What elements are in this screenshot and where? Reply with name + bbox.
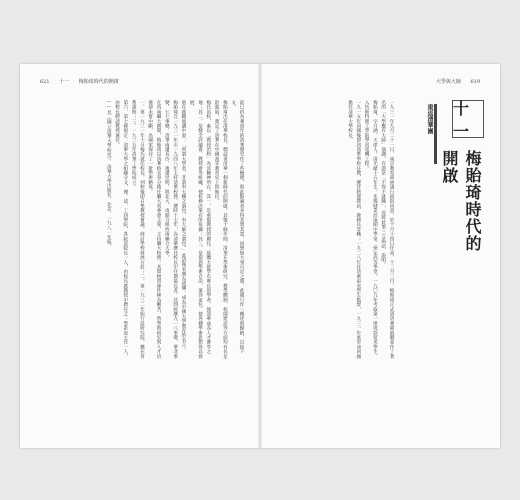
right-page-number: 619 [470, 79, 480, 85]
left-paragraph: 在西南聯大期間，梅貽琦以清華校長身分擔任聯大常委會主席，主持聯大校務。其間物質條件極為艱苦，然學術研究與人才培養卻未嘗中斷，為國家保存了一批學術精英。 [147, 100, 162, 359]
left-chapter-divider: 十一 [59, 79, 70, 85]
left-paragraph: 前已約為華貴年的清華歷史作了些梳理，與此點論者多得其實其意，回想無大事可記之感，此處只作一概述與歸納，以接下文。 [230, 100, 244, 354]
right-paragraph: 梅貽琦，字月涵，天津人。清光緒十五年生。先後肄業於南開中學堂、保定高等學堂。一九〇九年考取第一批庚款留美學生，入伍斯特理工學院學習電機工程。 [364, 100, 378, 359]
left-paragraph: 梅氏治校，素以「教授治校」為其精神所在。其一，是重視教授的聘任，延攬大批學有專長的學者，使清華成為人才薈萃之地；其二，是健全評議會、教授會等組織，使校務決策有所依據；其三，是提倡學術自由，兼容並包，使各種學術思想得以發展。 [189, 100, 211, 359]
section-heading: 重返清華園 [420, 104, 434, 164]
left-paragraph: 一、第一九三一年十月梅氏就任校長，到校後即召集教授會議，商討學校發展方針；二、第一九三二年始行設研究院，擴充各系課程；三、一九三五年清華工學院成立。 [131, 100, 145, 359]
left-paragraph: 第六、第七條規定：清華大學之組織分文、理、法、工四學院，各院設院長一人，由校長就教授中聘任之；學系設主任一人，由校長聘請教授兼任。 [114, 100, 128, 359]
left-page-body [40, 100, 245, 360]
left-paragraph: 梅貽琦自一九三一年至一九四八年主持清華校務，歷時十七年，為清華歷任校長中任期最長者。其間經歷九一八事變、華北事變、七七事變，清華南遷長沙，復遷昆明，與北大、南開合組西南聯合大學。 [164, 100, 178, 359]
left-paragraph: 他在就職演講中說：「所謂大學者，非謂有大樓之謂也，有大師之謂也。」此語後來廣為流傳，成為中國大學教育的名言。 [180, 100, 186, 352]
left-paragraph: ——見《國立清華大學校史》，清華大學出版社，北京，一九八一年版。 [106, 100, 112, 249]
right-paragraph: 一九三一年九月二十一日，南京教育部函請行政院同意，於十月十四日任命，十二月三日，梅貽琦正式到清華園就職並作了著名的「大學應有大師」演講。有謂是「不得不就職」，故將此事三言兩語，說明。 [380, 100, 394, 359]
right-paragraph: 一九一五年回國後即到清華學校任教，歷任物理教員、教務長等職；一九二八年任清華留美學生監督，一九三一年底奉命回國擔任清華大學校長。 [347, 100, 361, 359]
book-gutter [258, 64, 262, 448]
right-page-header [432, 78, 484, 85]
left-running-title: 梅貽琦時代的開啟 [78, 79, 119, 85]
chapter-number: 十一 [452, 100, 484, 138]
left-paragraph: 梅貽琦出任清華校長，標誌著清華一個新時代的開啟。其後十餘年間，清華在學術研究、教學體制、校園建設等方面均有長足的進展，奠定了清華在中國高等教育史上的地位。 [214, 100, 228, 359]
right-page-body [300, 100, 395, 360]
chapter-title: 梅貽琦時代的開啟 [440, 150, 482, 252]
left-page-header [36, 78, 123, 85]
left-page-number: 621 [40, 79, 50, 85]
right-running-title: 大學與大師 [435, 79, 461, 85]
